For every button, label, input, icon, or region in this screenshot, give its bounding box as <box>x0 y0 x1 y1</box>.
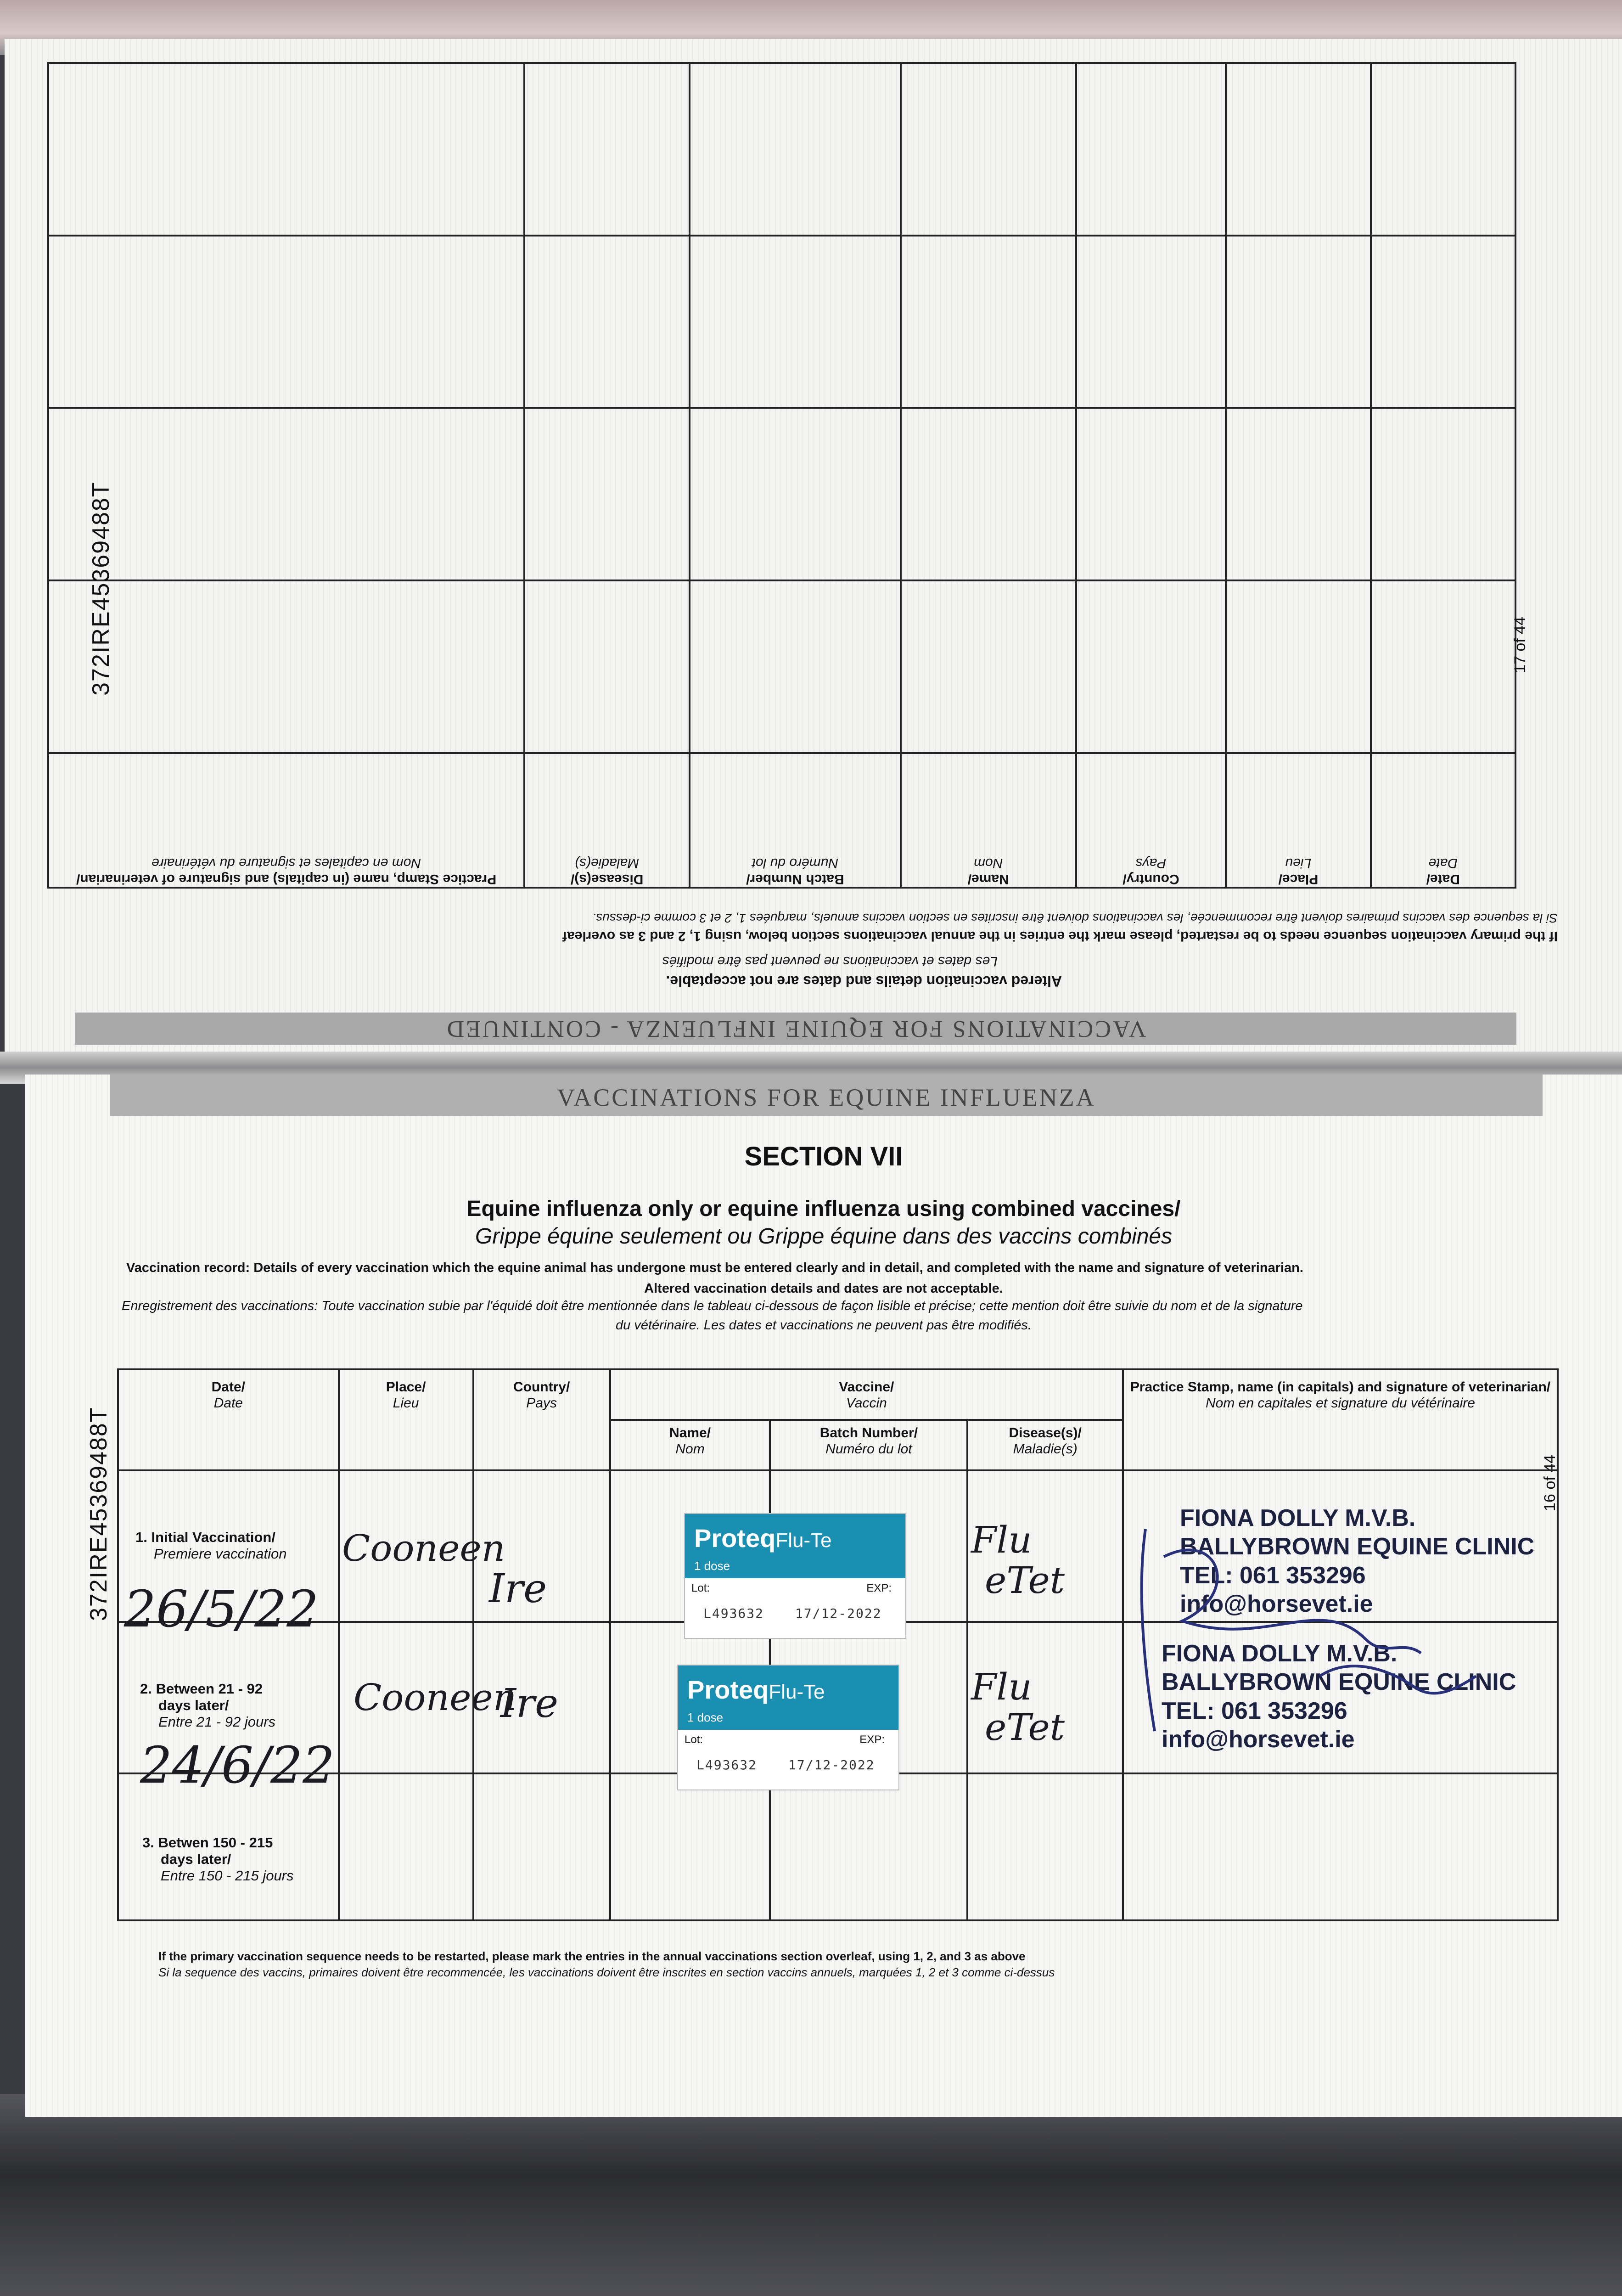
row3-stamp-cell[interactable] <box>1123 1773 1558 1920</box>
row1-country-handwritten: Ire <box>489 1566 547 1612</box>
table-row <box>118 1773 1558 1920</box>
row3-batch-cell[interactable] <box>770 1773 967 1920</box>
row3-place-cell[interactable] <box>339 1773 473 1920</box>
row2-place-handwritten: Cooneen <box>354 1676 517 1719</box>
row2-disease-handwritten: Flu eTet <box>971 1666 1065 1749</box>
sticker-lot-value: L493632 <box>696 1757 758 1773</box>
header-stamp: Practice Stamp, name (in capitals) and signature of veterinarian/ Nom en capitales et signature du vétérinaire <box>1123 1369 1558 1470</box>
header-name: Name/ Nom <box>610 1420 770 1470</box>
header-country: Country/ Pays <box>473 1369 610 1470</box>
sticker-exp-value: 17/12-2022 <box>795 1606 882 1621</box>
sticker-brand: ProteqFlu-Te <box>694 1524 832 1553</box>
row1-disease-handwritten: Flu eTet <box>971 1519 1065 1602</box>
row1-date-handwritten: 26/5/22 <box>124 1580 319 1638</box>
upper-note-en: Altered vaccination details and dates are not acceptable. <box>666 973 1062 990</box>
subtitle-fr: Grippe équine seulement ou Grippe équine dans des vaccins combinés <box>475 1224 1173 1249</box>
record-en: Vaccination record: Details of every vaccination which the equine animal has undergone must be entered clearly and in detail, and completed with the name and signature of veterinarian. <box>126 1261 1303 1275</box>
upper-restart-fr: Si la sequence des vaccins primaires doivent être recommencée, les vaccinations doivent être inscrites en section vaccins annuels, marquées 1, 2 et 3 comme ci-dessus. <box>592 911 1558 925</box>
upper-restart-en: If the primary vaccination sequence needs to be restarted, please mark the entries in the annual vaccinations section below, using 1, 2 and 3 as overleaf <box>562 929 1558 944</box>
lower-page <box>25 1075 1622 2117</box>
sticker-lot-value: L493632 <box>703 1606 764 1621</box>
upper-header-country: Country/ Pays <box>1076 753 1226 888</box>
upper-vaccination-table <box>47 62 1516 889</box>
sticker-brand: ProteqFlu-Te <box>687 1675 825 1704</box>
upper-page <box>5 39 1622 1058</box>
vet-signature <box>1127 1502 1494 1759</box>
sticker-dose: 1 dose <box>694 1559 730 1573</box>
upper-header-disease: Disease(s)/ Maladie(s) <box>524 753 690 888</box>
scanner-background-bottom <box>0 2094 1622 2296</box>
header-date: Date/ Date <box>118 1369 339 1470</box>
record-en-2: Altered vaccination details and dates are not acceptable. <box>644 1281 1003 1296</box>
lower-page-number: 16 of 44 <box>1541 1455 1559 1511</box>
lower-banner: VACCINATIONS FOR EQUINE INFLUENZA <box>110 1075 1543 1116</box>
subtitle-en: Equine influenza only or equine influenza using combined vaccines/ <box>466 1197 1181 1221</box>
sticker-exp-label: EXP: <box>866 1582 892 1594</box>
sticker-dose: 1 dose <box>687 1711 724 1724</box>
row2-practice-stamp: FIONA DOLLY M.V.B. BALLYBROWN EQUINE CLINIC TEL: 061 353296 info@horsevet.ie <box>1162 1640 1516 1753</box>
sticker-exp-value: 17/12-2022 <box>788 1757 875 1773</box>
sticker-band <box>685 1514 905 1578</box>
upper-header-date: Date/ Date <box>1371 753 1515 888</box>
row3-name-cell[interactable] <box>610 1773 770 1920</box>
row1-place-handwritten: Cooneen <box>342 1527 505 1570</box>
row3-country-cell[interactable] <box>473 1773 610 1920</box>
sticker-exp-label: EXP: <box>859 1733 885 1746</box>
header-batch: Batch Number/ Numéro du lot <box>770 1420 967 1470</box>
row1-vaccine-sticker <box>684 1513 906 1639</box>
row2-country-handwritten: Ire <box>500 1681 558 1727</box>
row1-practice-stamp: FIONA DOLLY M.V.B. BALLYBROWN EQUINE CLINIC TEL: 061 353296 info@horsevet.ie <box>1180 1505 1535 1618</box>
row2-vaccine-sticker <box>677 1665 899 1790</box>
upper-header-batch: Batch Number/ Numéro du lot <box>690 753 901 888</box>
section-title: SECTION VII <box>744 1142 903 1171</box>
header-place: Place/ Lieu <box>339 1369 473 1470</box>
sticker-lot-label: Lot: <box>691 1582 710 1594</box>
sticker-lot-label: Lot: <box>685 1733 703 1746</box>
record-fr: Enregistrement des vaccinations: Toute vaccination subie par l'équidé doit être mentionnée dans le tableau ci-dessous de façon lisible et précise; cette mention doit être suivie du nom et de la signature <box>122 1299 1303 1313</box>
row3-disease-cell[interactable] <box>967 1773 1123 1920</box>
header-disease: Disease(s)/ Maladie(s) <box>967 1420 1123 1470</box>
row2-date-handwritten: 24/6/22 <box>140 1736 335 1795</box>
upper-page-number: 17 of 44 <box>1511 617 1529 673</box>
upper-header-name: Name/ Nom <box>901 753 1076 888</box>
upper-page-rotated <box>5 39 1622 1058</box>
upper-header-stamp: Practice Stamp, name (in capitals) and signature of veterinarian/ Nom en capitales et signature du vétérinaire <box>48 753 524 888</box>
record-fr-2: du vétérinaire. Les dates et vaccinations ne peuvent pas être modifiés. <box>616 1318 1032 1333</box>
footer-en: If the primary vaccination sequence needs to be restarted, please mark the entries in the annual vaccinations section overleaf, using 1, 2, and 3 as above <box>158 1949 1026 1963</box>
upper-doc-id: 372IRE45369488T <box>88 481 114 696</box>
row3-label: 3. Betwen 150 - 215 days later/ Entre 150 - 215 jours <box>142 1835 294 1884</box>
upper-note-fr: Les dates et vaccinations ne peuvent pas être modifiés <box>662 954 998 969</box>
footer-fr: Si la sequence des vaccins, primaires doivent être recommencée, les vaccinations doivent être inscrites en section vaccins annuels, marquées 1, 2 et 3 comme ci-dessus <box>158 1965 1055 1979</box>
header-vaccine: Vaccine/ Vaccin <box>610 1369 1123 1420</box>
sticker-band <box>678 1666 898 1730</box>
upper-banner: VACCINATIONS FOR EQUINE INFLUENZA - CONTINUED <box>75 1013 1516 1045</box>
upper-header-place: Place/ Lieu <box>1226 753 1370 888</box>
row1-label: 1. Initial Vaccination/ Premiere vaccination <box>135 1529 287 1562</box>
row2-label: 2. Between 21 - 92 days later/ Entre 21 - 92 jours <box>140 1681 276 1730</box>
lower-doc-id: 372IRE45369488T <box>85 1407 112 1621</box>
